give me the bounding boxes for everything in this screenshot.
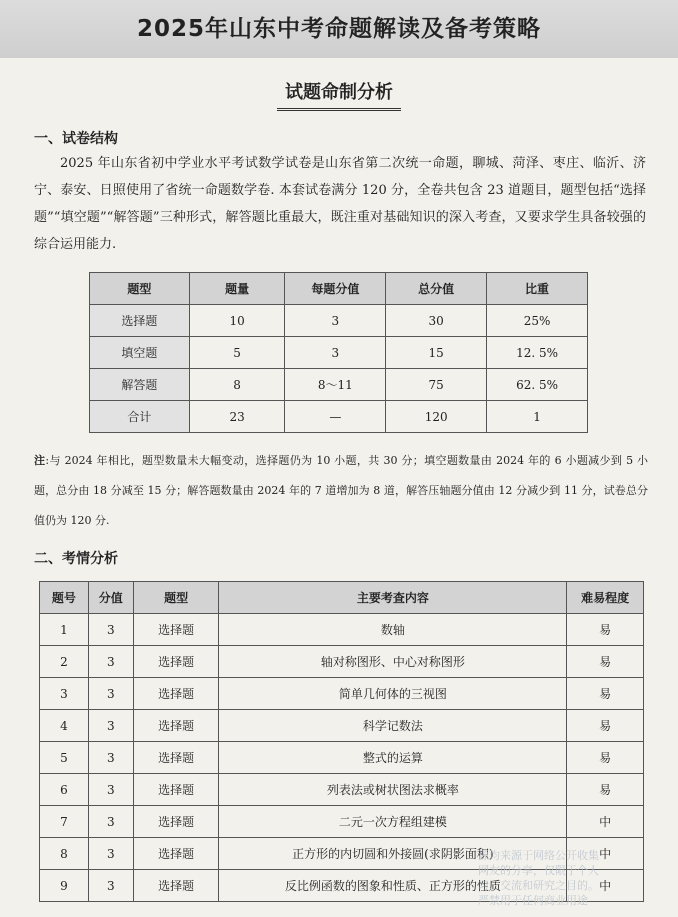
table-cell: 25%	[487, 305, 588, 337]
table-cell: 3	[88, 678, 133, 710]
structure-heading: 一、试卷结构	[34, 131, 118, 147]
col-header: 总分值	[386, 273, 487, 305]
table-row	[90, 337, 588, 369]
note-text: :与 2024 年相比，题型数量未大幅变动，选择题仍为 10 小题，共 30 分；填空题数量由 2024 年的 6 小题减少到 5 小题，总分由 18 分减至 15 分；解答题数量由 2024 年的 7 道增加为 8 道，解答压轴题分值由 12 分减少到 11 分，试卷总分值仍为 120 分.	[34, 454, 648, 527]
table-cell: 3	[88, 838, 133, 870]
table-cell: 3	[88, 806, 133, 838]
table-cell: 易	[567, 678, 644, 710]
table-cell: 简单几何体的三视图	[219, 678, 567, 710]
table-cell: 易	[567, 614, 644, 646]
table-row	[40, 678, 644, 710]
table-cell: 选择题	[133, 710, 219, 742]
table-cell: 列表法或树状图法求概率	[219, 774, 567, 806]
col-header: 题量	[189, 273, 285, 305]
table-cell: 合计	[90, 401, 190, 433]
table-row	[90, 401, 588, 433]
section-title	[0, 78, 678, 111]
table-cell: 填空题	[90, 337, 190, 369]
table-cell: 解答题	[90, 369, 190, 401]
table-cell: 6	[40, 774, 89, 806]
col-header: 比重	[487, 273, 588, 305]
structure-table-header	[90, 273, 588, 305]
table-cell: 9	[40, 870, 89, 902]
table-cell: 3	[88, 870, 133, 902]
table-cell: 3	[285, 337, 386, 369]
table-cell: 选择题	[133, 838, 219, 870]
table-cell: 3	[88, 646, 133, 678]
table-row	[90, 369, 588, 401]
table-cell: 10	[189, 305, 285, 337]
col-header: 题型	[133, 582, 219, 614]
table-cell: 75	[386, 369, 487, 401]
col-header: 题号	[40, 582, 89, 614]
table-row	[40, 774, 644, 806]
table-cell: 选择题	[133, 646, 219, 678]
analysis-table-header	[40, 582, 644, 614]
table-row	[40, 742, 644, 774]
table-row	[40, 646, 644, 678]
table-cell: 3	[88, 614, 133, 646]
table-cell: 3	[88, 742, 133, 774]
table-cell: 23	[189, 401, 285, 433]
table-cell: 5	[189, 337, 285, 369]
table-cell: 3	[40, 678, 89, 710]
header-banner	[0, 0, 678, 58]
table-row	[40, 710, 644, 742]
table-cell: 3	[88, 774, 133, 806]
table-cell: 8～11	[285, 369, 386, 401]
table-cell: 2	[40, 646, 89, 678]
table-cell: 3	[88, 710, 133, 742]
table-cell: 选择题	[133, 742, 219, 774]
structure-table	[89, 272, 588, 433]
analysis-heading: 二、考情分析	[34, 551, 118, 567]
table-cell: 3	[285, 305, 386, 337]
table-cell: 二元一次方程组建模	[219, 806, 567, 838]
table-cell: 4	[40, 710, 89, 742]
table-cell: —	[285, 401, 386, 433]
table-cell: 中	[567, 806, 644, 838]
table-cell: 轴对称图形、中心对称图形	[219, 646, 567, 678]
table-cell: 1	[40, 614, 89, 646]
table-cell: 正方形的内切圆和外接圆(求阴影面积)	[219, 838, 567, 870]
table-cell: 中	[567, 870, 644, 902]
structure-paragraph: 2025 年山东省初中学业水平考试数学试卷是山东省第二次统一命题，聊城、菏泽、枣庄、临沂、济宁、泰安、日照使用了省统一命题数学卷. 本套试卷满分 120 分，全卷共包含 23 道题目，题型包括“选择题”“填空题”“解答题”三种形式，解答题比重最大，既注重对基础知识的深入考查，又要求学生具备较强的综合运用能力.	[34, 156, 646, 252]
table-cell: 科学记数法	[219, 710, 567, 742]
table-cell: 选择题	[90, 305, 190, 337]
watermark-line: 严禁用于任何商业用途	[478, 894, 588, 907]
table-cell: 15	[386, 337, 487, 369]
table-cell: 选择题	[133, 678, 219, 710]
table-row	[40, 806, 644, 838]
table-cell: 选择题	[133, 806, 219, 838]
table-cell: 易	[567, 742, 644, 774]
note-label: 注	[34, 454, 46, 467]
table-cell: 5	[40, 742, 89, 774]
table-cell: 30	[386, 305, 487, 337]
table-cell: 选择题	[133, 774, 219, 806]
table-cell: 数轴	[219, 614, 567, 646]
table-cell: 整式的运算	[219, 742, 567, 774]
table-cell: 1	[487, 401, 588, 433]
table-cell: 7	[40, 806, 89, 838]
table-cell: 选择题	[133, 614, 219, 646]
table-cell: 8	[189, 369, 285, 401]
table-row	[40, 614, 644, 646]
col-header: 主要考查内容	[219, 582, 567, 614]
table-cell: 12. 5%	[487, 337, 588, 369]
col-header: 分值	[88, 582, 133, 614]
table-cell: 易	[567, 710, 644, 742]
table-cell: 易	[567, 774, 644, 806]
section-title-text: 试题命制分析	[277, 78, 401, 111]
watermark	[478, 848, 678, 908]
table-cell: 120	[386, 401, 487, 433]
watermark-line: 源均来源于网络公开收集	[478, 849, 599, 862]
table-cell: 8	[40, 838, 89, 870]
watermark-line: 习、交流和研究之目的。	[478, 879, 599, 892]
table-cell: 易	[567, 646, 644, 678]
table-cell: 选择题	[133, 870, 219, 902]
col-header: 题型	[90, 273, 190, 305]
structure-note	[34, 446, 648, 536]
col-header: 难易程度	[567, 582, 644, 614]
table-row	[90, 305, 588, 337]
col-header: 每题分值	[285, 273, 386, 305]
page-title: 2025年山东中考命题解读及备考策略	[136, 16, 541, 42]
watermark-line: 网友的分享，仅限于个人	[478, 864, 599, 877]
table-cell: 反比例函数的图象和性质、正方形的性质	[219, 870, 567, 902]
table-cell: 62. 5%	[487, 369, 588, 401]
table-cell: 中	[567, 838, 644, 870]
